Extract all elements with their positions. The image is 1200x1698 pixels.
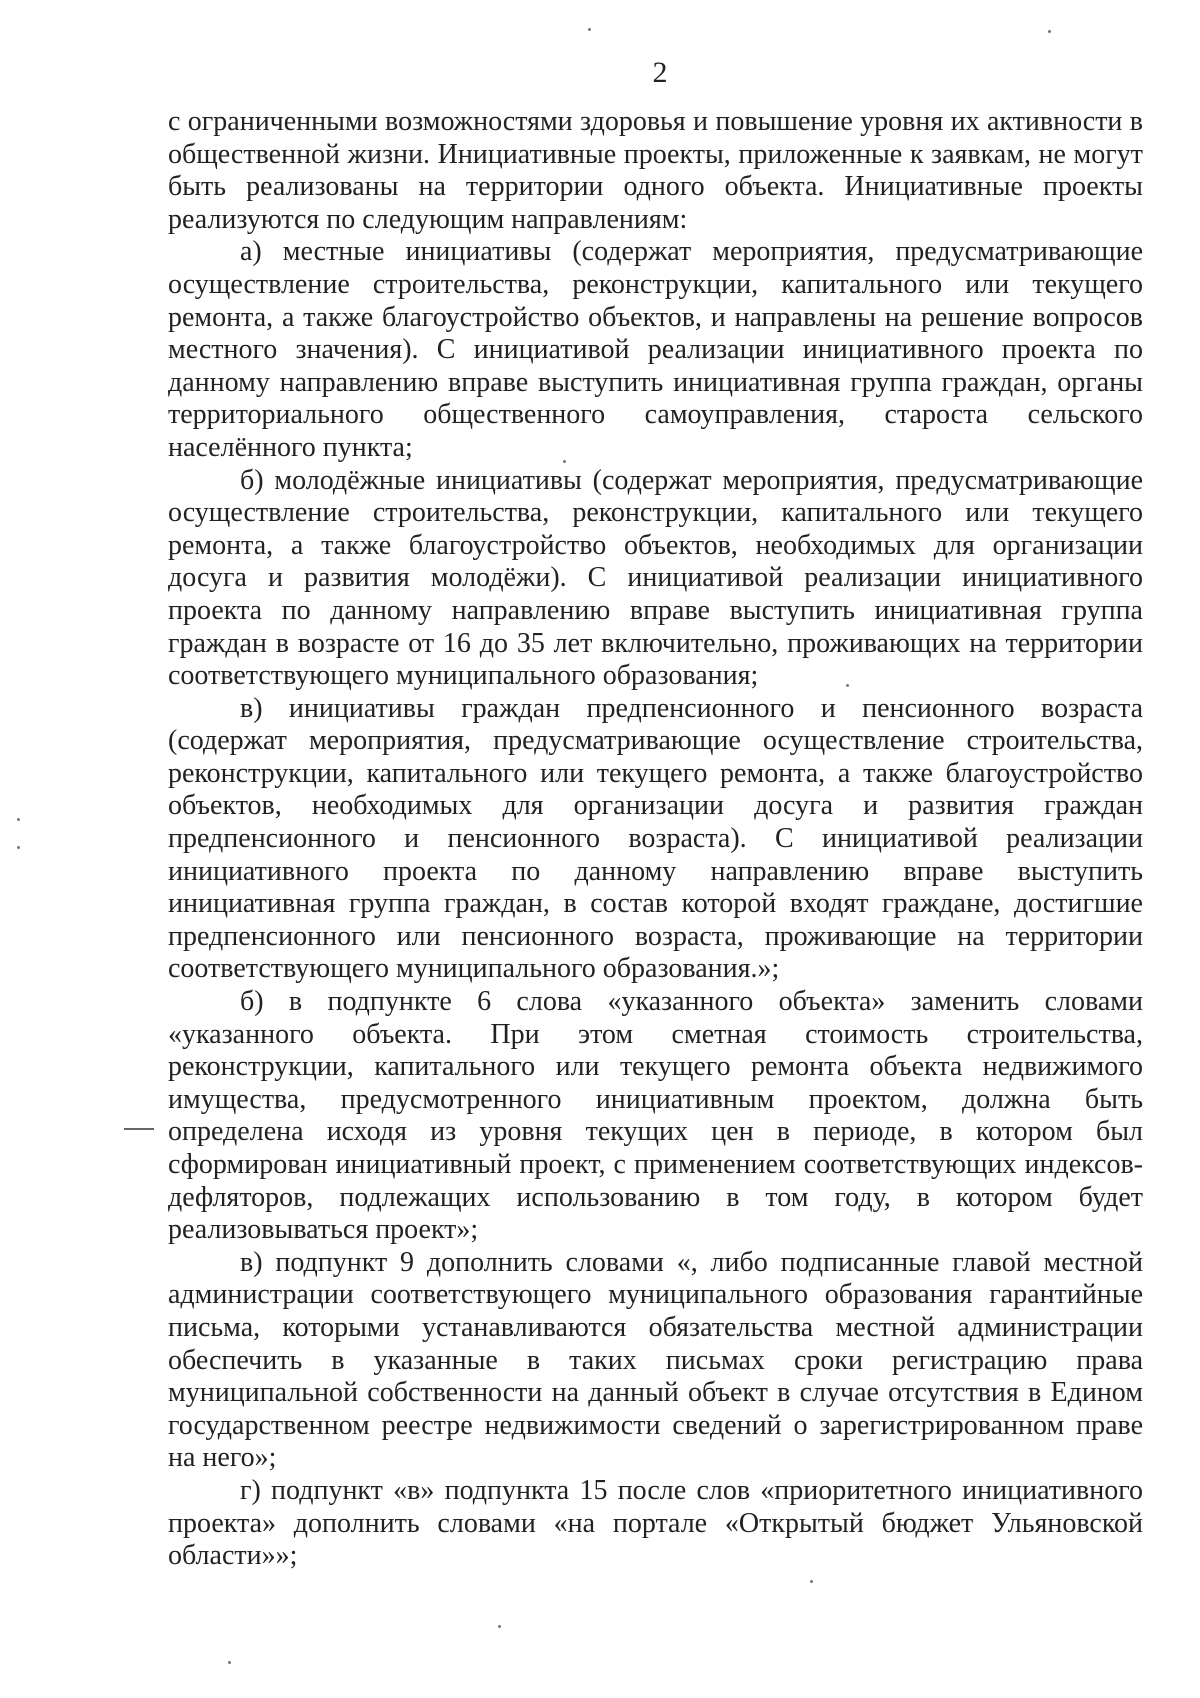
document-body	[168, 106, 1143, 1573]
scan-speck	[17, 846, 20, 849]
paragraph-item-b-youth: б) молодёжные инициативы (содержат мероприятия, предусматривающие осуществление строительства, реконструкции, капитального или текущего ремонта, а также благоустройство объектов, необходимых для организации досуга и развития молодёжи). С инициативой реализации инициативного проекта по данному направлению вправе выступить инициативная группа граждан в возрасте от 16 до 35 лет включительно, проживающих на территории соответствующего муниципального образования;	[168, 464, 1143, 692]
scan-speck	[846, 684, 849, 687]
scan-speck	[563, 460, 566, 463]
paragraph-amend-v-subitem-9: в) подпункт 9 дополнить словами «, либо подписанные главой местной администрации соответствующего муниципального образования гарантийные письма, которыми устанавливаются обязательства местной администрации обеспечить в указанные в таких письмах сроки регистрацию права муниципальной собственности на данный объект в случае отсутствия в Едином государственном реестре недвижимости сведений о зарегистрированном праве на него»;	[168, 1246, 1143, 1474]
scan-speck	[1048, 30, 1051, 33]
page-number: 2	[652, 56, 668, 89]
scan-speck	[810, 1580, 813, 1583]
scan-speck	[588, 28, 591, 31]
paragraph-item-a-local: а) местные инициативы (содержат мероприятия, предусматривающие осуществление строительства, реконструкции, капитального или текущего ремонта, а также благоустройство объектов, и направлены на решение вопросов местного значения). С инициативой реализации инициативного проекта по данному направлению вправе выступить инициативная группа граждан, органы территориального общественного самоуправления, староста сельского населённого пункта;	[168, 236, 1143, 463]
paragraph-amend-b-subitem-6: б) в подпункте 6 слова «указанного объекта» заменить словами «указанного объекта. При этом сметная стоимость строительства, реконструкции, капитального или текущего ремонта объекта недвижимого имущества, предусмотренного инициативным проектом, должна быть определена исходя из уровня текущих цен в периоде, в котором был сформирован инициативный проект, с применением соответствующих индексов-дефляторов, подлежащих использованию в том году, в котором будет реализовываться проект»;	[168, 986, 1143, 1246]
paragraph-intro: с ограниченными возможностями здоровья и повышение уровня их активности в общественной жизни. Инициативные проекты, приложенные к заявкам, не могут быть реализованы на территории одного объекта. Инициативные проекты реализуются по следующим направлениям:	[168, 106, 1143, 235]
paragraph-amend-g-subitem-15: г) подпункт «в» подпункта 15 после слов «приоритетного инициативного проекта» дополнить словами «на портале «Открытый бюджет Ульяновской области»»;	[168, 1474, 1143, 1572]
scan-speck	[17, 818, 20, 821]
scan-speck	[228, 1661, 231, 1664]
scan-speck	[498, 1625, 501, 1628]
scan-mark	[124, 1128, 154, 1130]
paragraph-item-v-pension: в) инициативы граждан предпенсионного и пенсионного возраста (содержат мероприятия, предусматривающие осуществление строительства, реконструкции, капитального или текущего ремонта, а также благоустройство объектов, необходимых для организации досуга и развития граждан предпенсионного и пенсионного возраста). С инициативой реализации инициативного проекта по данному направлению вправе выступить инициативная группа граждан, в состав которой входят граждане, достигшие предпенсионного или пенсионного возраста, проживающие на территории соответствующего муниципального образования.»;	[168, 692, 1143, 985]
